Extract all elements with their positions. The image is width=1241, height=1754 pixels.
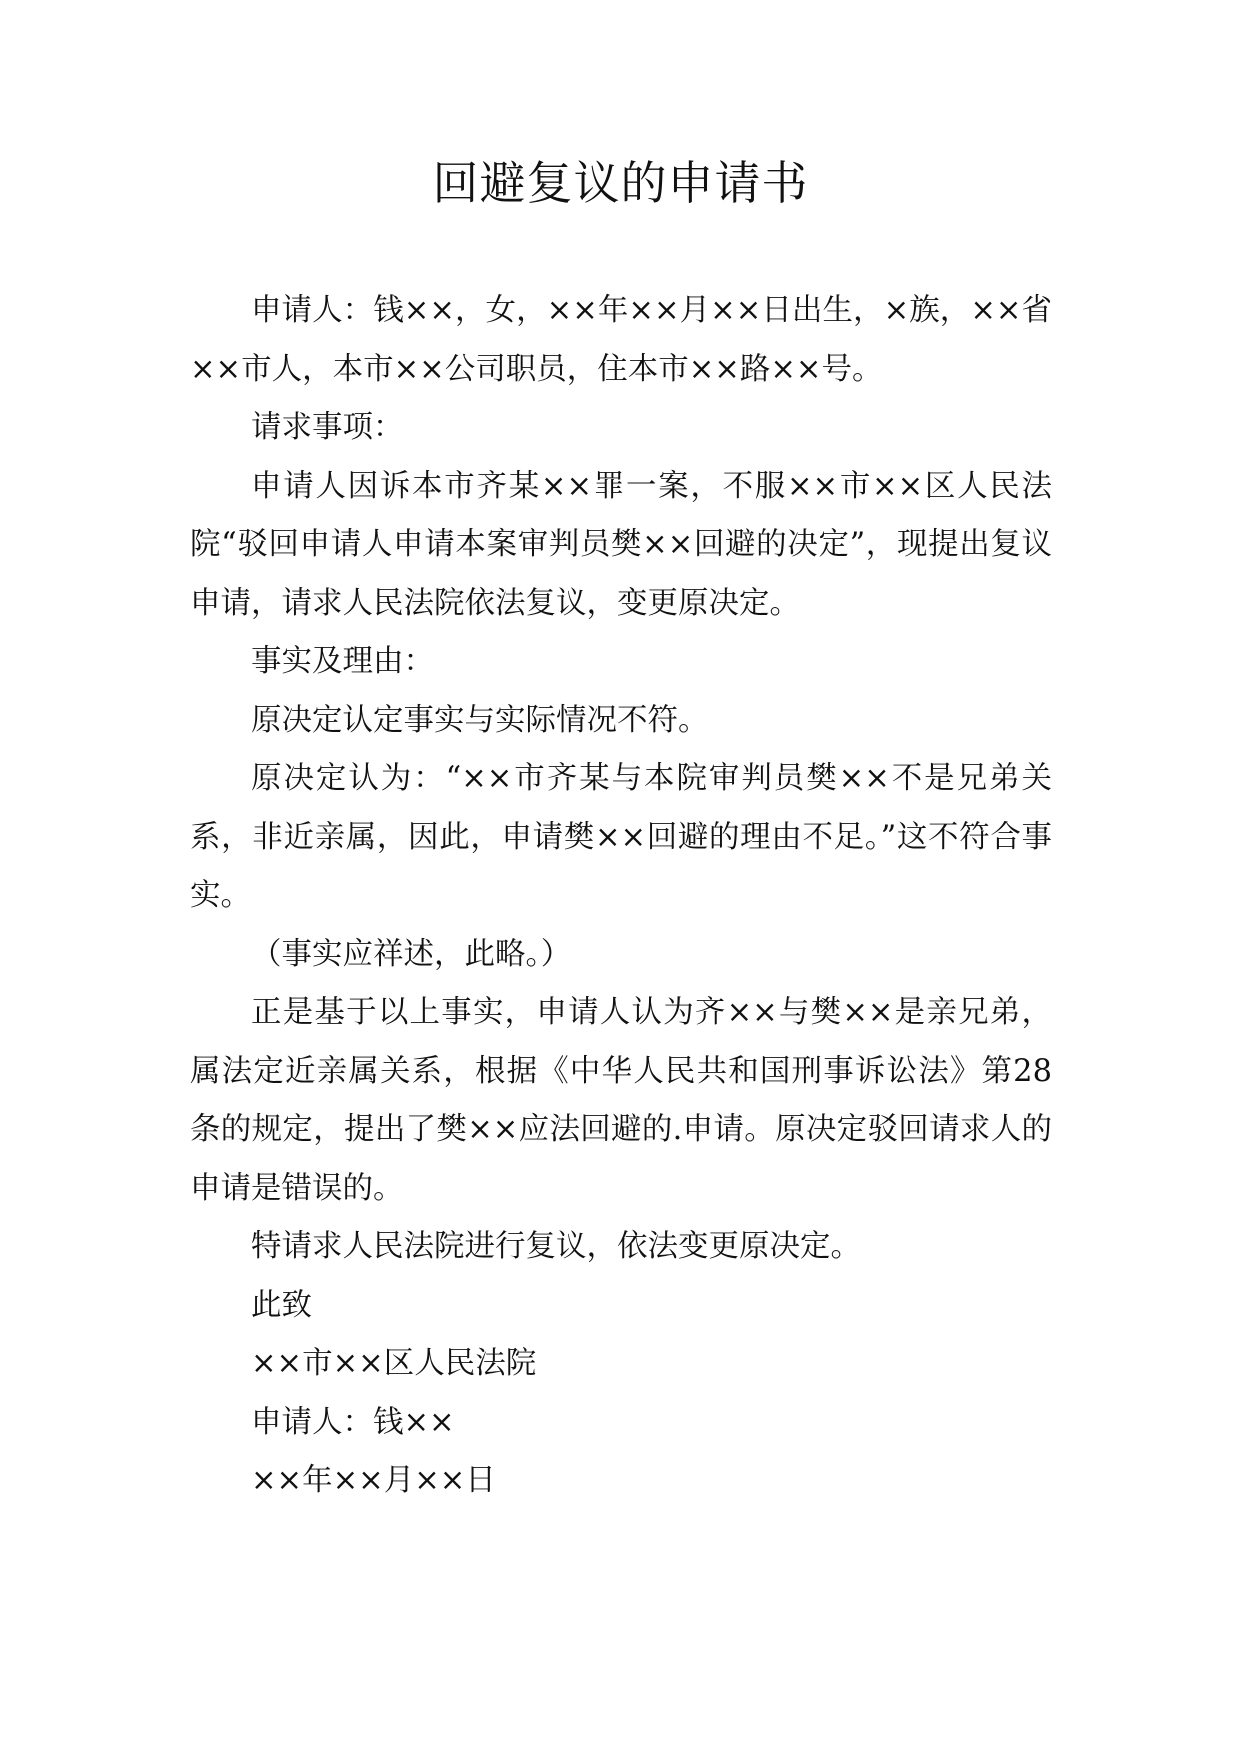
request-heading: 请求事项：	[251, 410, 404, 445]
salutation: 此致	[251, 1287, 312, 1323]
facts-heading: 事实及理由：	[251, 644, 434, 679]
applicant-signature: 申请人：钱××	[251, 1404, 455, 1440]
reason-paragraph: 正是基于以上事实，申请人认为齐××与樊××是亲兄弟，属法定近亲属关系，根据《中华人民共和国刑事诉讼法》第28条的规定，提出了樊××应法回避的.申请。原决定驳回请求人的申请是错误的。	[190, 995, 1052, 1206]
recipient-court: ××市××区人民法院	[251, 1346, 537, 1381]
applicant-info-paragraph: 申请人：钱××，女，××年××月××日出生，×族，××省××市人，本市××公司职员，住本市××路××号。	[190, 293, 1052, 387]
request-conclusion: 特请求人民法院进行复议，依法变更原决定。	[251, 1229, 861, 1264]
facts-paragraph-2: 原决定认为：“××市齐某与本院审判员樊××不是兄弟关系，非近亲属，因此，申请樊××回避的理由不足。”这不符合事实。	[190, 761, 1052, 913]
document-date: ××年××月××日	[251, 1463, 496, 1498]
document-body	[190, 282, 1052, 1511]
facts-paragraph-1: 原决定认定事实与实际情况不符。	[251, 702, 709, 738]
facts-note: （事实应祥述，此略。）	[251, 936, 572, 972]
document-title: 回避复议的申请书	[432, 156, 809, 210]
request-paragraph: 申请人因诉本市齐某××罪一案，不服××市××区人民法院“驳回申请人申请本案审判员樊××回避的决定”，现提出复议申请，请求人民法院依法复议，变更原决定。	[190, 468, 1052, 621]
